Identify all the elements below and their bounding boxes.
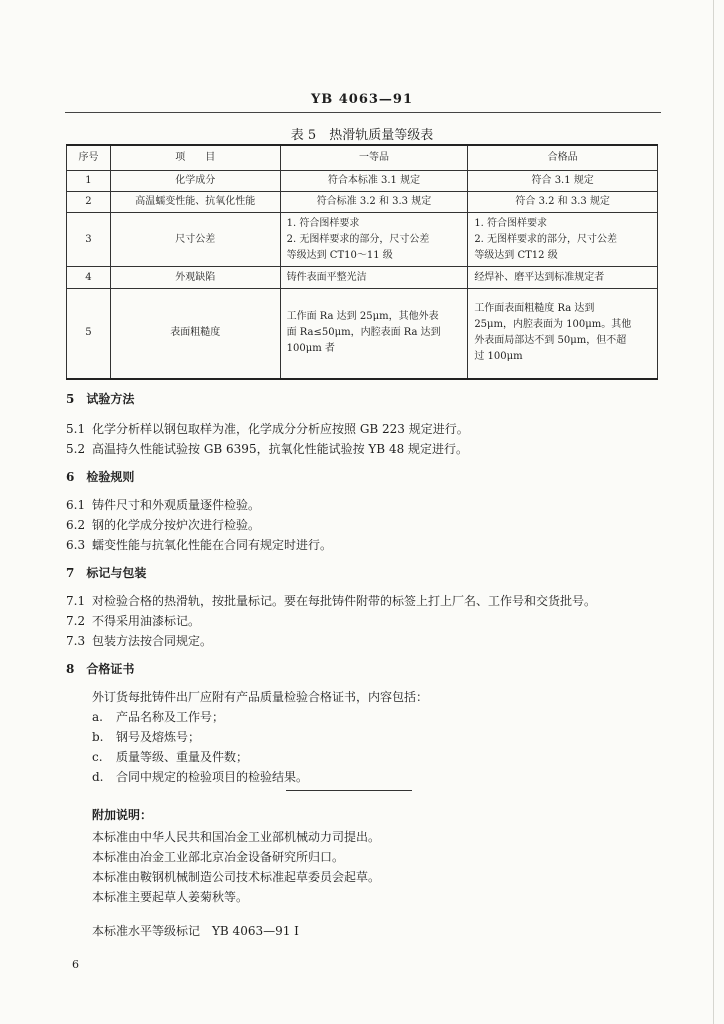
list-item: a. 产品名称及工作号；: [92, 710, 225, 724]
row-no: 1: [67, 171, 111, 192]
clause-line: 5.1 化学分析样以钢包取样为准，化学成分分析应按照 GB 223 规定进行。: [66, 422, 469, 436]
table-caption: 表 5 热滑轨质量等级表: [290, 128, 434, 143]
table-row: [67, 289, 658, 379]
note-line: 本标准由冶金工业部北京冶金设备研究所归口。: [92, 850, 345, 864]
note-line: 本标准由中华人民共和国冶金工业部机械动力司提出。: [92, 830, 381, 844]
clause-line: 7.3 包装方法按合同规定。: [66, 634, 213, 648]
table-header-row: [67, 145, 658, 171]
table-row: [67, 267, 658, 289]
row-qualified: 经焊补、磨平达到标准规定者: [468, 267, 658, 289]
clause-line: 7.1 对检验合格的热滑轨，按批量标记。要在每批铸件附带的标签上打上厂名、工作号和交货批号。: [66, 594, 597, 608]
clause-line: 6.3 蠕变性能与抗氧化性能在合同有规定时进行。: [66, 538, 333, 552]
note-line: 本标准主要起草人姜菊秋等。: [92, 890, 249, 904]
row-item: 表面粗糙度: [110, 289, 280, 379]
section-title-marking-packaging: 7 标记与包装: [66, 566, 147, 580]
list-item: b. 钢号及熔炼号；: [92, 730, 201, 744]
list-item: c. 质量等级、重量及件数；: [92, 750, 249, 764]
row-item: 尺寸公差: [110, 213, 280, 267]
level-mark: 本标准水平等级标记 YB 4063—91 I: [92, 924, 299, 938]
row-qualified: 工作面表面粗糙度 Ra 达到 25μm，内腔表面为 100μm。其他 外表面局部达不到 50μm，但不超 过 100μm: [468, 289, 658, 379]
section-title-inspection-rules: 6 检验规则: [66, 470, 135, 484]
page-edge: [713, 0, 714, 1024]
clause-line: 6.1 铸件尺寸和外观质量逐件检验。: [66, 498, 261, 512]
row-no: 5: [67, 289, 111, 379]
list-item: d. 合同中规定的检验项目的检验结果。: [92, 770, 309, 784]
note-line: 本标准由鞍钢机械制造公司技术标准起草委员会起草。: [92, 870, 381, 884]
table-row: [67, 213, 658, 267]
row-first: 符合本标准 3.1 规定: [280, 171, 468, 192]
header-qualified: 合格品: [468, 145, 658, 171]
row-first: 1. 符合图样要求 2. 无图样要求的部分，尺寸公差 等级达到 CT10～11 级: [280, 213, 468, 267]
row-first: 铸件表面平整光洁: [280, 267, 468, 289]
clause-line: 7.2 不得采用油漆标记。: [66, 614, 201, 628]
table-row: [67, 192, 658, 213]
row-item: 化学成分: [110, 171, 280, 192]
row-item: 外观缺陷: [110, 267, 280, 289]
end-divider: [286, 790, 412, 791]
header-item: 项 目: [110, 145, 280, 171]
row-first: 工作面 Ra 达到 25μm，其他外表 面 Ra≤50μm，内腔表面 Ra 达到 100μm 者: [280, 289, 468, 379]
row-qualified: 1. 符合图样要求 2. 无图样要求的部分，尺寸公差 等级达到 CT12 级: [468, 213, 658, 267]
row-first: 符合标准 3.2 和 3.3 规定: [280, 192, 468, 213]
header-first-grade: 一等品: [280, 145, 468, 171]
row-no: 3: [67, 213, 111, 267]
row-no: 2: [67, 192, 111, 213]
row-qualified: 符合 3.1 规定: [468, 171, 658, 192]
header-no: 序号: [67, 145, 111, 171]
page-number: 6: [72, 958, 79, 971]
clause-line: 6.2 钢的化学成分按炉次进行检验。: [66, 518, 261, 532]
row-no: 4: [67, 267, 111, 289]
table-row: [67, 171, 658, 192]
clause-line: 5.2 高温持久性能试验按 GB 6395，抗氧化性能试验按 YB 48 规定进行。: [66, 442, 469, 456]
page-header: YB 4063—91: [310, 92, 414, 107]
quality-grade-table: [66, 144, 658, 380]
row-qualified: 符合 3.2 和 3.3 规定: [468, 192, 658, 213]
section-title-certificate: 8 合格证书: [66, 662, 135, 676]
certificate-intro: 外订货每批铸件出厂应附有产品质量检验合格证书，内容包括：: [92, 690, 429, 704]
notes-title: 附加说明：: [92, 808, 153, 822]
row-item: 高温蠕变性能、抗氧化性能: [110, 192, 280, 213]
section-title-test-methods: 5 试验方法: [66, 392, 135, 406]
header-rule: [65, 112, 661, 113]
